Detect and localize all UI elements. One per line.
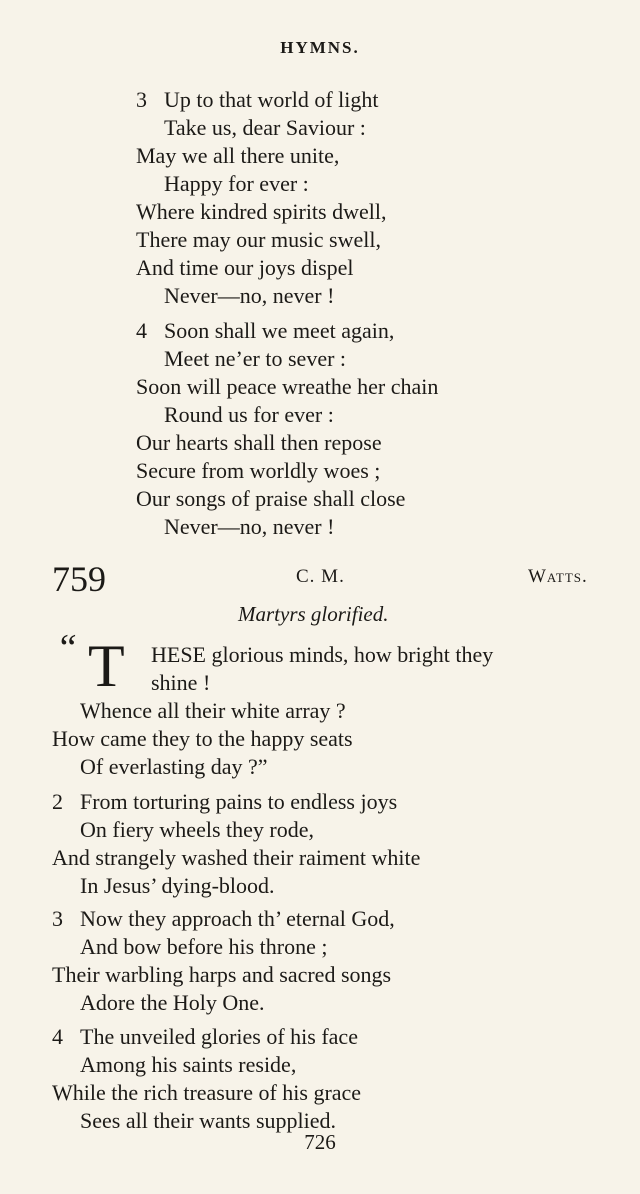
stanza-line: 3 Now they approach th’ eternal God, [52, 906, 395, 931]
stanza-line: May we all there unite, [136, 143, 340, 168]
stanza-line: There may our music swell, [136, 227, 381, 252]
stanza-line: shine ! [151, 670, 211, 695]
stanza-number: 4 [52, 1024, 63, 1049]
stanza-line: Secure from worldly woes ; [136, 458, 381, 483]
stanza-line: Among his saints reside, [80, 1052, 297, 1077]
stanza-line: HESE glorious minds, how bright they [151, 642, 494, 667]
stanza-line: Our songs of praise shall close [136, 486, 406, 511]
stanza-line: Soon will peace wreathe her chain [136, 374, 439, 399]
stanza-line: Never—no, never ! [164, 283, 335, 308]
stanza-number: 4 [136, 318, 147, 343]
stanza-line: Where kindred spirits dwell, [136, 199, 387, 224]
stanza-line: And strangely washed their raiment white [52, 845, 421, 870]
stanza-line: In Jesus’ dying-blood. [80, 873, 275, 898]
stanza-number: 3 [52, 906, 63, 931]
stanza-line: How came they to the happy seats [52, 726, 353, 751]
hymn-number: 759 [52, 559, 106, 599]
hymn-author: Watts. [528, 566, 588, 587]
page-number: 726 [304, 1130, 336, 1154]
drop-cap: T [88, 633, 125, 699]
opening-quote: “ [56, 627, 78, 669]
stanza-line: Whence all their white array ? [80, 698, 346, 723]
stanza-line: And time our joys dispel [136, 255, 354, 280]
stanza-line: Round us for ever : [164, 402, 334, 427]
stanza-line: While the rich treasure of his grace [52, 1080, 362, 1105]
stanza-line: Sees all their wants supplied. [80, 1108, 337, 1133]
stanza-line: On fiery wheels they rode, [80, 817, 314, 842]
stanza-number: 2 [52, 789, 63, 814]
stanza-line: Meet ne’er to sever : [164, 346, 347, 371]
stanza-line: 3 Up to that world of light [136, 87, 379, 112]
stanza-line: Take us, dear Saviour : [164, 115, 366, 140]
stanza-line: And bow before his throne ; [80, 934, 328, 959]
stanza-line: Our hearts shall then repose [136, 430, 382, 455]
hymn-subtitle: Martyrs glorified. [238, 602, 389, 626]
hymn-meter: C. M. [296, 566, 345, 587]
stanza-line: Their warbling harps and sacred songs [52, 962, 392, 987]
stanza-line: Adore the Holy One. [80, 990, 265, 1015]
stanza-line: Happy for ever : [164, 171, 309, 196]
stanza-line: 4 The unveiled glories of his face [52, 1024, 358, 1049]
stanza-line: Of everlasting day ?” [80, 754, 268, 779]
stanza-line: Never—no, never ! [164, 514, 335, 539]
running-header: HYMNS. [280, 38, 360, 57]
stanza-line: 2 From torturing pains to endless joys [52, 789, 398, 814]
stanza-line: 4 Soon shall we meet again, [136, 318, 395, 343]
stanza-number: 3 [136, 87, 147, 112]
